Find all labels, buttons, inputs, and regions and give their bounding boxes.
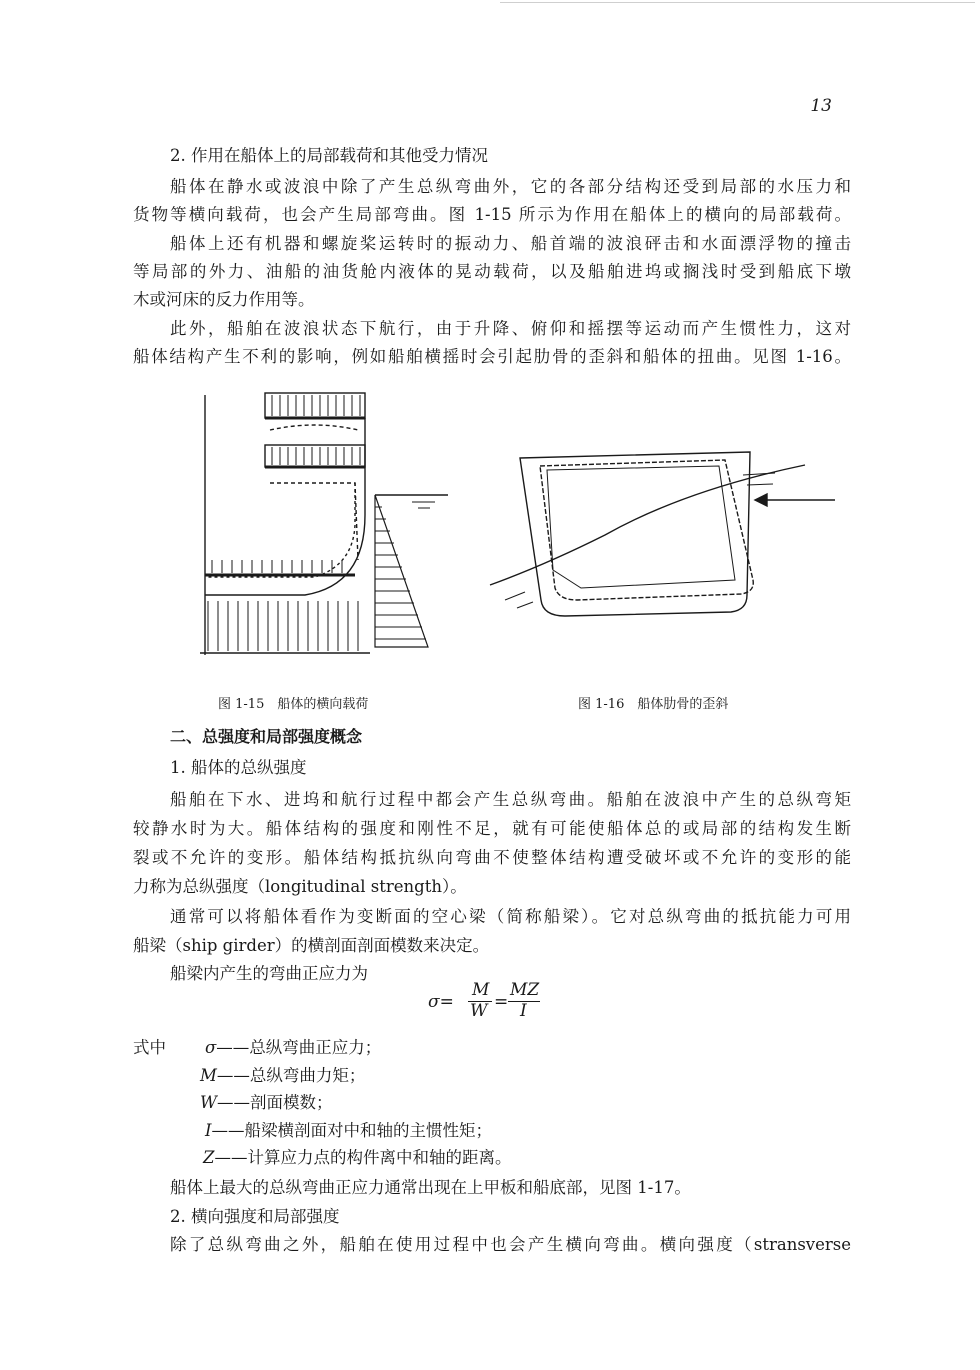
header-rule: [500, 2, 975, 3]
formula-numerator-1: M: [472, 980, 490, 1000]
formula-denominator-2: I: [520, 1001, 527, 1021]
paragraph-2-line-2: 等局部的外力、油船的油货舱内液体的晃动载荷，以及船舶进坞或搁浅时受到船底下墩: [133, 262, 851, 281]
definition-symbol: I: [205, 1121, 212, 1140]
bending-stress-formula: [428, 982, 548, 1022]
definition-text: ——船梁横剖面对中和轴的主惯性矩；: [211, 1121, 493, 1140]
figure-1-15-transverse-loads: [190, 385, 465, 660]
paragraph-6: 船梁内产生的弯曲正应力为: [170, 964, 368, 983]
definition-symbol: M: [200, 1066, 217, 1085]
paragraph-4-line-4: 力称为总纵强度（longitudinal strength）。: [133, 877, 467, 896]
definition-symbol: σ: [205, 1038, 217, 1057]
section-heading-strength-concepts: 二、总强度和局部强度概念: [170, 727, 363, 746]
subheading-transverse-strength: 2. 横向强度和局部强度: [170, 1207, 340, 1226]
figure-1-15-caption: 图 1-15 船体的横向载荷: [218, 697, 369, 712]
definition-symbol: Z: [203, 1148, 215, 1167]
formula-equals: =: [494, 992, 509, 1012]
subheading-longitudinal-strength: 1. 船体的总纵强度: [170, 758, 307, 777]
formula-lhs: σ=: [428, 992, 454, 1012]
definition-text: ——总纵弯曲正应力；: [216, 1038, 382, 1057]
definition-text: ——剖面模数；: [216, 1093, 333, 1112]
definitions-intro: 式中: [133, 1038, 166, 1057]
section-heading-local-loads: 2. 作用在船体上的局部载荷和其他受力情况: [170, 146, 488, 165]
paragraph-8: 除了总纵弯曲之外，船舶在使用过程中也会产生横向弯曲。横向强度（stransverse: [170, 1235, 851, 1254]
page-number: 13: [810, 96, 832, 116]
figure-1-16-frame-racking: [485, 440, 840, 645]
definition-item: [200, 1092, 332, 1114]
definition-item: [205, 1037, 381, 1059]
definition-item: [203, 1147, 511, 1169]
paragraph-1-line-2: 货物等横向载荷，也会产生局部弯曲。图 1-15 所示为作用在船体上的横向的局部载荷。: [133, 205, 851, 224]
paragraph-4-line-3: 裂或不允许的变形。船体结构抵抗纵向弯曲不使整体结构遭受破坏或不允许的变形的能: [133, 848, 851, 867]
paragraph-2-line-1: 船体上还有机器和螺旋桨运转时的振动力、船首端的波浪砰击和水面漂浮物的撞击: [170, 234, 851, 253]
formula-numerator-2: MZ: [510, 980, 540, 1000]
paragraph-2-line-3: 木或河床的反力作用等。: [133, 290, 315, 309]
paragraph-5-line-1: 通常可以将船体看作为变断面的空心梁（简称船梁）。它对总纵弯曲的抵抗能力可用: [170, 907, 851, 926]
paragraph-5-line-2: 船梁（ship girder）的横剖面剖面模数来决定。: [133, 936, 490, 955]
paragraph-3-line-1: 此外，船舶在波浪状态下航行，由于升降、俯仰和摇摆等运动而产生惯性力，这对: [170, 319, 851, 338]
figure-1-16-caption: 图 1-16 船体肋骨的歪斜: [578, 697, 729, 712]
paragraph-1-line-1: 船体在静水或波浪中除了产生总纵弯曲外，它的各部分结构还受到局部的水压力和: [170, 177, 851, 196]
paragraph-4-line-1: 船舶在下水、进坞和航行过程中都会产生总纵弯曲。船舶在波浪中产生的总纵弯矩: [170, 790, 851, 809]
definition-symbol: W: [200, 1093, 217, 1112]
formula-denominator-1: W: [470, 1001, 488, 1021]
definition-item: [200, 1065, 365, 1087]
paragraph-3-line-2: 船体结构产生不利的影响，例如船舶横摇时会引起肋骨的歪斜和船体的扭曲。见图 1-16。: [133, 347, 851, 366]
paragraph-4-line-2: 较静水时为大。船体结构的强度和刚性不足，就有可能使船体总的或局部的结构发生断: [133, 819, 851, 838]
definition-text: ——总纵弯曲力矩；: [216, 1066, 366, 1085]
paragraph-7: 船体上最大的总纵弯曲正应力通常出现在上甲板和船底部，见图 1-17。: [170, 1178, 691, 1197]
definition-item: [205, 1120, 492, 1142]
definition-text: ——计算应力点的构件离中和轴的距离。: [214, 1148, 512, 1167]
